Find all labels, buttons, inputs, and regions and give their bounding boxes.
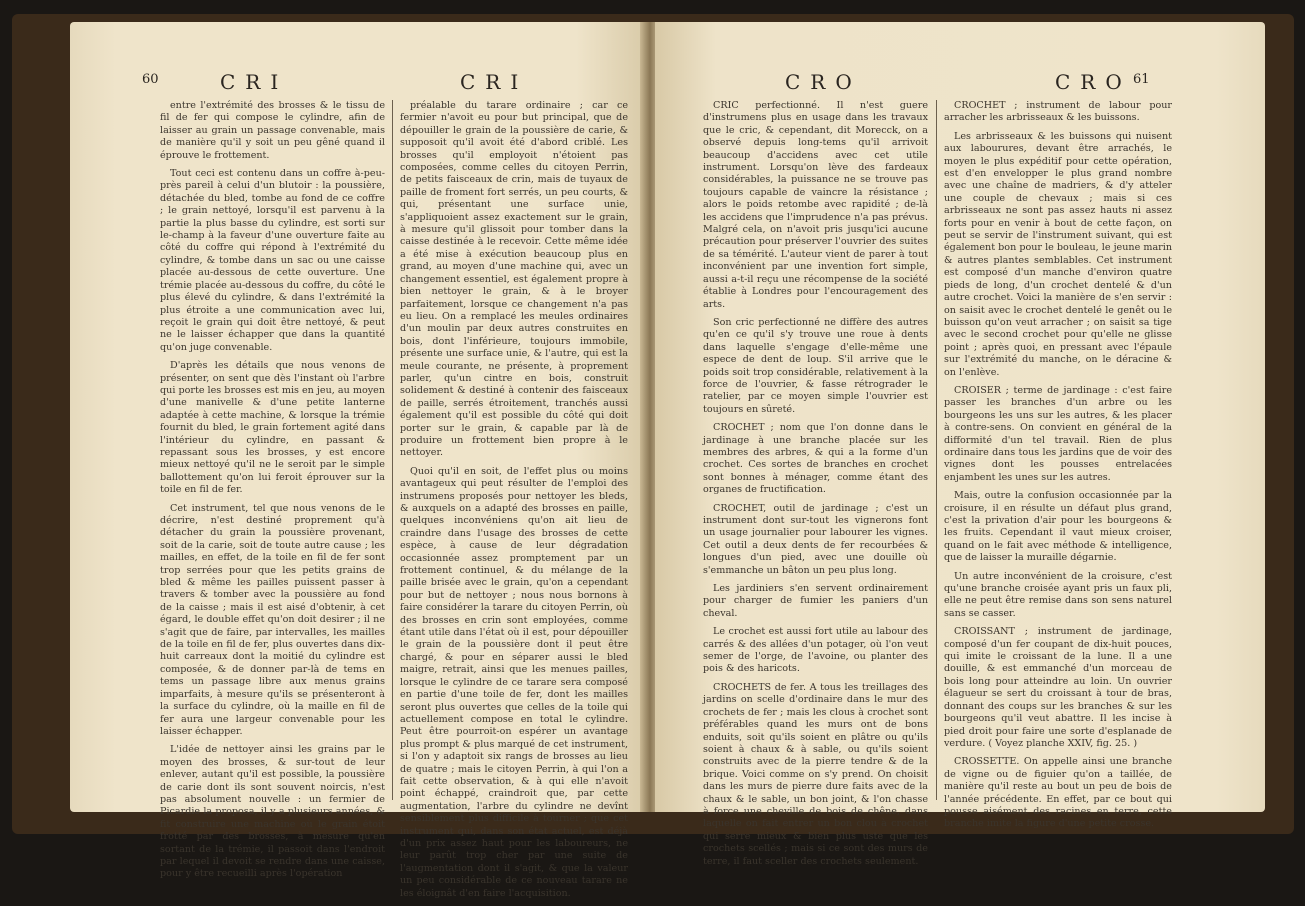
- paragraph: Les jardiniers s'en servent ordinairement pour charger de fumier les paniers d'un cheval.: [703, 583, 928, 619]
- right-page: [655, 22, 1265, 867]
- paragraph: Son cric perfectionné ne diffère des autres qu'en ce qu'il s'y trouve une roue à dents dans laquelle s'engage d'elle-même une espece de dent de loup. S'il arrive que le poids soit trop considérable, relativement à la force de l'ouvrier, & fasse rétrograder le ratelier, par ce moyen simple l'ouvrier est toujours en sûreté.: [703, 316, 928, 415]
- paragraph: CRIC perfectionné. Il n'est guere d'instrumens plus en usage dans les travaux que le cric, & cependant, dit Morecck, on a observé depuis long-tems qu'il arrivoit beaucoup d'accidens avec cet utile instrument. Lorsqu'on lève des fardeaux considérables, la puissance ne se trouve pas toujours capable de vaincre la résistance ; alors le poids retombe avec rapidité ; de-là les accidens que l'imprudence n'a pas prévus. Malgré cela, on n'avoit pris jusqu'ici aucune précaution pour préserver l'ouvrier des suites de sa témérité. L'auteur vient de parer à tout inconvénient par une invention fort simple, aussi a-t-il reçu une récompense de la société établie à Londres pour l'encouragement des arts.: [703, 100, 928, 310]
- column-rule-right: [936, 100, 937, 800]
- running-head-left-1: CRI: [220, 70, 289, 94]
- column-rule-left: [392, 100, 393, 800]
- paragraph: Le crochet est aussi fort utile au labour des carrés & des allées d'un potager, où l'on veut semer de l'orge, de l'avoine, ou planter des pois & des haricots.: [703, 626, 928, 675]
- left-page: [70, 22, 645, 899]
- paragraph: Cet instrument, tel que nous venons de le décrire, n'est destiné proprement qu'à détacher du grain la poussière provenant, soit de la carie, soit de toute autre cause ; les mailles, en effet, de la toile en fil de fer sont trop serrées pour que les petits grains de bled & même les pailles puissent passer à travers & tomber avec la poussière au fond de la caisse ; mais il est aisé d'obtenir, à cet égard, le double effet qu'on doit desirer ; il ne s'agit que de faire, par intervalles, les mailles de la toile en fil de fer, plus ouvertes dans dix-huit carreaux dont la moitié du cylindre est composée, & de donner par-là de tems en tems un passage libre aux menus grains imparfaits, à mesure qu'ils se présenteront à la surface du cylindre, où la maille en fil de fer aura une largeur convenable pour les laisser échapper.: [160, 502, 385, 737]
- paragraph: L'idée de nettoyer ainsi les grains par le moyen des brosses, & sur-tout de leur enlever, autant qu'il est possible, la poussière de carie dont ils sont souvent noircis, n'est pas absolument nouvelle : un fermier de Picardie la proposa, il y a plusieurs années, & fit construire une machine où le grain étoit frotté par des brosses, à mesure qu'en sortant de la trémie, il passoit dans l'endroit par lequel il devoit se rendre dans une caisse, pour y être recueilli après l'opération: [160, 744, 385, 880]
- paragraph: D'après les détails que nous venons de présenter, on sent que dès l'instant où l'arbre qui porte les brosses est mis en jeu, au moyen d'une manivelle & d'une petite lanterne adaptée à cette machine, & lorsque la trémie fournit du bled, le grain fortement agité dans l'intérieur du cylindre, en passant & repassant sous les brosses, y est encore mieux nettoyé qu'il ne le seroit par le simple ballottement qu'on lui feroit éprouver sur la toile en fil de fer.: [160, 360, 385, 496]
- paragraph: CROSSETTE. On appelle ainsi une branche de vigne ou de figuier qu'on a taillée, de manière qu'il reste au bout un peu de bois de l'année précédente. En effet, par ce bout qui pousse aisément des racines en terre, cette branche imite la figure d'une petite crosse.: [944, 756, 1172, 830]
- paragraph: CROCHET, outil de jardinage ; c'est un instrument dont sur-tout les vignerons font un usage journalier pour labourer les vignes. Cet outil a deux dents de fer recourbées & longues d'un pied, avec une douille où s'emmanche un bâton un peu plus long.: [703, 502, 928, 576]
- left-column-2: [400, 100, 628, 906]
- paragraph: CROCHET ; instrument de labour pour arracher les arbrisseaux & les buissons.: [944, 100, 1172, 124]
- page-number-right: 61: [1133, 72, 1150, 87]
- running-head-right-2: CRO: [1055, 70, 1132, 94]
- paragraph: Les arbrisseaux & les buissons qui nuisent aux labourures, devant être arrachés, le moyen le plus expéditif pour cette opération, est d'en envelopper le plus grand nombre avec une chaîne de madriers, & d'y atteler une couple de chevaux ; mais si ces arbrisseaux ne sont pas assez hauts ni assez forts pour en venir à bout de cette façon, on peut se servir de l'instrument suivant, qui est également bon pour le bouleau, le jeune marin & autres plantes semblables. Cet instrument est composé d'un manche d'environ quatre pieds de long, d'un crochet dentelé & d'un autre crochet. Voici la manière de s'en servir : on saisit avec le crochet dentelé le genêt ou le buisson qu'on veut arracher ; on saisit sa tige avec le second crochet pour qu'elle ne glisse point ; après quoi, en pressant avec l'épaule sur l'extrémité du manche, on le déracine & on l'enlève.: [944, 130, 1172, 378]
- paragraph: Mais, outre la confusion occasionnée par la croisure, il en résulte un défaut plus grand, c'est la privation d'air pour les bourgeons & les fruits. Cependant il vaut mieux croiser, quand on le fait avec méthode & intelligence, que de laisser la muraille dégarnie.: [944, 490, 1172, 564]
- right-column-2: [944, 100, 1172, 837]
- paragraph: CROISER ; terme de jardinage : c'est faire passer les branches d'un arbre ou les bourgeons les uns sur les autres, & les placer à contre-sens. On convient en général de la difformité d'un tel travail. Rien de plus ordinaire dans tous les jardins que de voir des vignes dont les pousses entrelacées enjambent les unes sur les autres.: [944, 384, 1172, 483]
- paragraph: CROISSANT ; instrument de jardinage, composé d'un fer coupant de dix-huit pouces, qui imite le croissant de la lune. Il a une douille, & est emmanché d'un morceau de bois long pour atteindre au loin. Un ouvrier élagueur se sert du croissant à tour de bras, donnant des coups sur les branches & sur les bourgeons qu'il veut abattre. Il les incise à pied droit pour faire une sorte d'esplanade de verdure. ( Voyez planche XXIV, fig. 25. ): [944, 626, 1172, 749]
- paragraph: Un autre inconvénient de la croisure, c'est qu'une branche croisée ayant pris un faux pli, elle ne peut être remise dans son sens naturel sans se casser.: [944, 570, 1172, 619]
- running-head-right-1: CRO: [785, 70, 862, 94]
- paragraph: préalable du tarare ordinaire ; car ce fermier n'avoit eu pour but principal, que de dépouiller le grain de la poussière de carie, & supposoit qu'il avoit été d'abord criblé. Les brosses qu'il employoit n'étoient pas composées, comme celles du citoyen Perrin, de petits faisceaux de crin, mais de tuyaux de paille de froment fort serrés, un peu courts, & qui, présentant une surface unie, s'appliquoient assez exactement sur le grain, à mesure qu'il glissoit pour tomber dans la caisse destinée à le recevoir. Cette même idée a été mise à exécution beaucoup plus en grand, au moyen d'une machine qui, avec un changement essentiel, est également propre à bien nettoyer le grain, & à le broyer parfaitement, lorsque ce changement n'a pas eu lieu. On a remplacé les meules ordinaires d'un moulin par deux autres construites en bois, dont l'inférieure, toujours immobile, présente une surface unie, & l'autre, qui est la meule courante, ne présente, à proprement parler, qu'un cintre en bois, construit solidement & destiné à contenir des faisceaux de paille, serrés étroitement, tranchés aussi également qu'il est possible du côté qui doit porter sur le grain, & capable par là de produire un frottement bien propre à le nettoyer.: [400, 100, 628, 459]
- running-head-left-2: CRI: [460, 70, 529, 94]
- paragraph: entre l'extrémité des brosses & le tissu de fil de fer qui compose le cylindre, afin de laisser au grain un passage convenable, mais de manière qu'il y soit un peu gêné quand il éprouve le frottement.: [160, 100, 385, 161]
- paragraph: CROCHET ; nom que l'on donne dans le jardinage à une branche placée sur les membres des arbres, & qui a la forme d'un crochet. Ces sortes de branches en crochet sont bonnes à ménager, comme étant des organes de fructification.: [703, 422, 928, 496]
- paragraph: Quoi qu'il en soit, de l'effet plus ou moins avantageux qui peut résulter de l'emploi des instrumens proposés pour nettoyer les bleds, & auxquels on a adapté des brosses en paille, quelques inconvéniens qu'on ait lieu de craindre dans l'usage des brosses de cette espèce, à cause de leur dégradation occasionnée assez promptement par un frottement continuel, & du mélange de la paille brisée avec le grain, qu'on a cependant pour but de nettoyer ; nous nous bornons à faire considérer la tarare du citoyen Perrin, où des brosses en crin sont employées, comme étant utile dans l'état où il est, pour dépouiller le grain de la poussière dont il peut être chargé, & pour en séparer aussi le bled maigre, retrait, ainsi que les menues pailles, lorsque le cylindre de ce tarare sera composé en partie d'une toile de fer, dont les mailles seront plus ouvertes que celles de la toile qui actuellement compose en total le cylindre. Peut être pourroit-on espérer un avantage plus prompt & plus marqué de cet instrument, si l'on y adaptoit six rangs de brosses au lieu de quatre ; mais le citoyen Perrin, à qui l'on a fait cette observation, & à qui elle n'avoit point échappé, craindroit que, par cette augmentation, l'arbre du cylindre ne devînt sensiblement plus difficile à tourner ; que cet instrument qui, dans son état actuel, est déjà d'un prix assez haut pour les laboureurs, ne leur parût trop cher par une suite de l'augmentation dont il s'agit, & que la valeur un peu considérable de ce nouveau tarare ne les éloignât d'en faire l'acquisition.: [400, 465, 628, 899]
- left-column-1: [160, 100, 385, 887]
- paragraph: CROCHETS de fer. A tous les treillages des jardins on scelle d'ordinaire dans le mur des crochets de fer ; mais les clous à crochet sont préférables quand les murs ont de bons enduits, soit qu'ils soient en plâtre ou qu'ils soient à chaux & à sable, ou qu'ils soient construits avec de la pierre tendre & de la brique. Voici comme on s'y prend. On choisit dans les murs de pierre dure faits avec de la chaux & le sable, un bon joint, & l'on chasse à force une cheville de bois de chêne, dans laquelle on fait entrer un bon clou à crochet qui serre mieux & bien plus uste que les crochets scellés ; mais si ce sont des murs de terre, il faut sceller des crochets seulement.: [703, 681, 928, 867]
- right-column-1: [703, 100, 928, 874]
- page-number-left: 60: [142, 72, 159, 87]
- paragraph: Tout ceci est contenu dans un coffre à-peu-près pareil à celui d'un blutoir : la poussière, détachée du bled, tombe au fond de ce coffre ; le grain nettoyé, lorsqu'il est parvenu à la partie la plus basse du cylindre, est sorti sur le-champ à la faveur d'une ouverture faite au côté du coffre qui répond à l'extrémité du cylindre, & tombe dans un sac ou une caisse placée au-dessous de cette ouverture. Une trémie placée au-dessous du coffre, du côté le plus élevé du cylindre, & dans l'extrémité la plus étroite a une communication avec lui, reçoit le grain qui doit être nettoyé, & peut ne le laisser échapper que dans la quantité qu'on juge convenable.: [160, 168, 385, 353]
